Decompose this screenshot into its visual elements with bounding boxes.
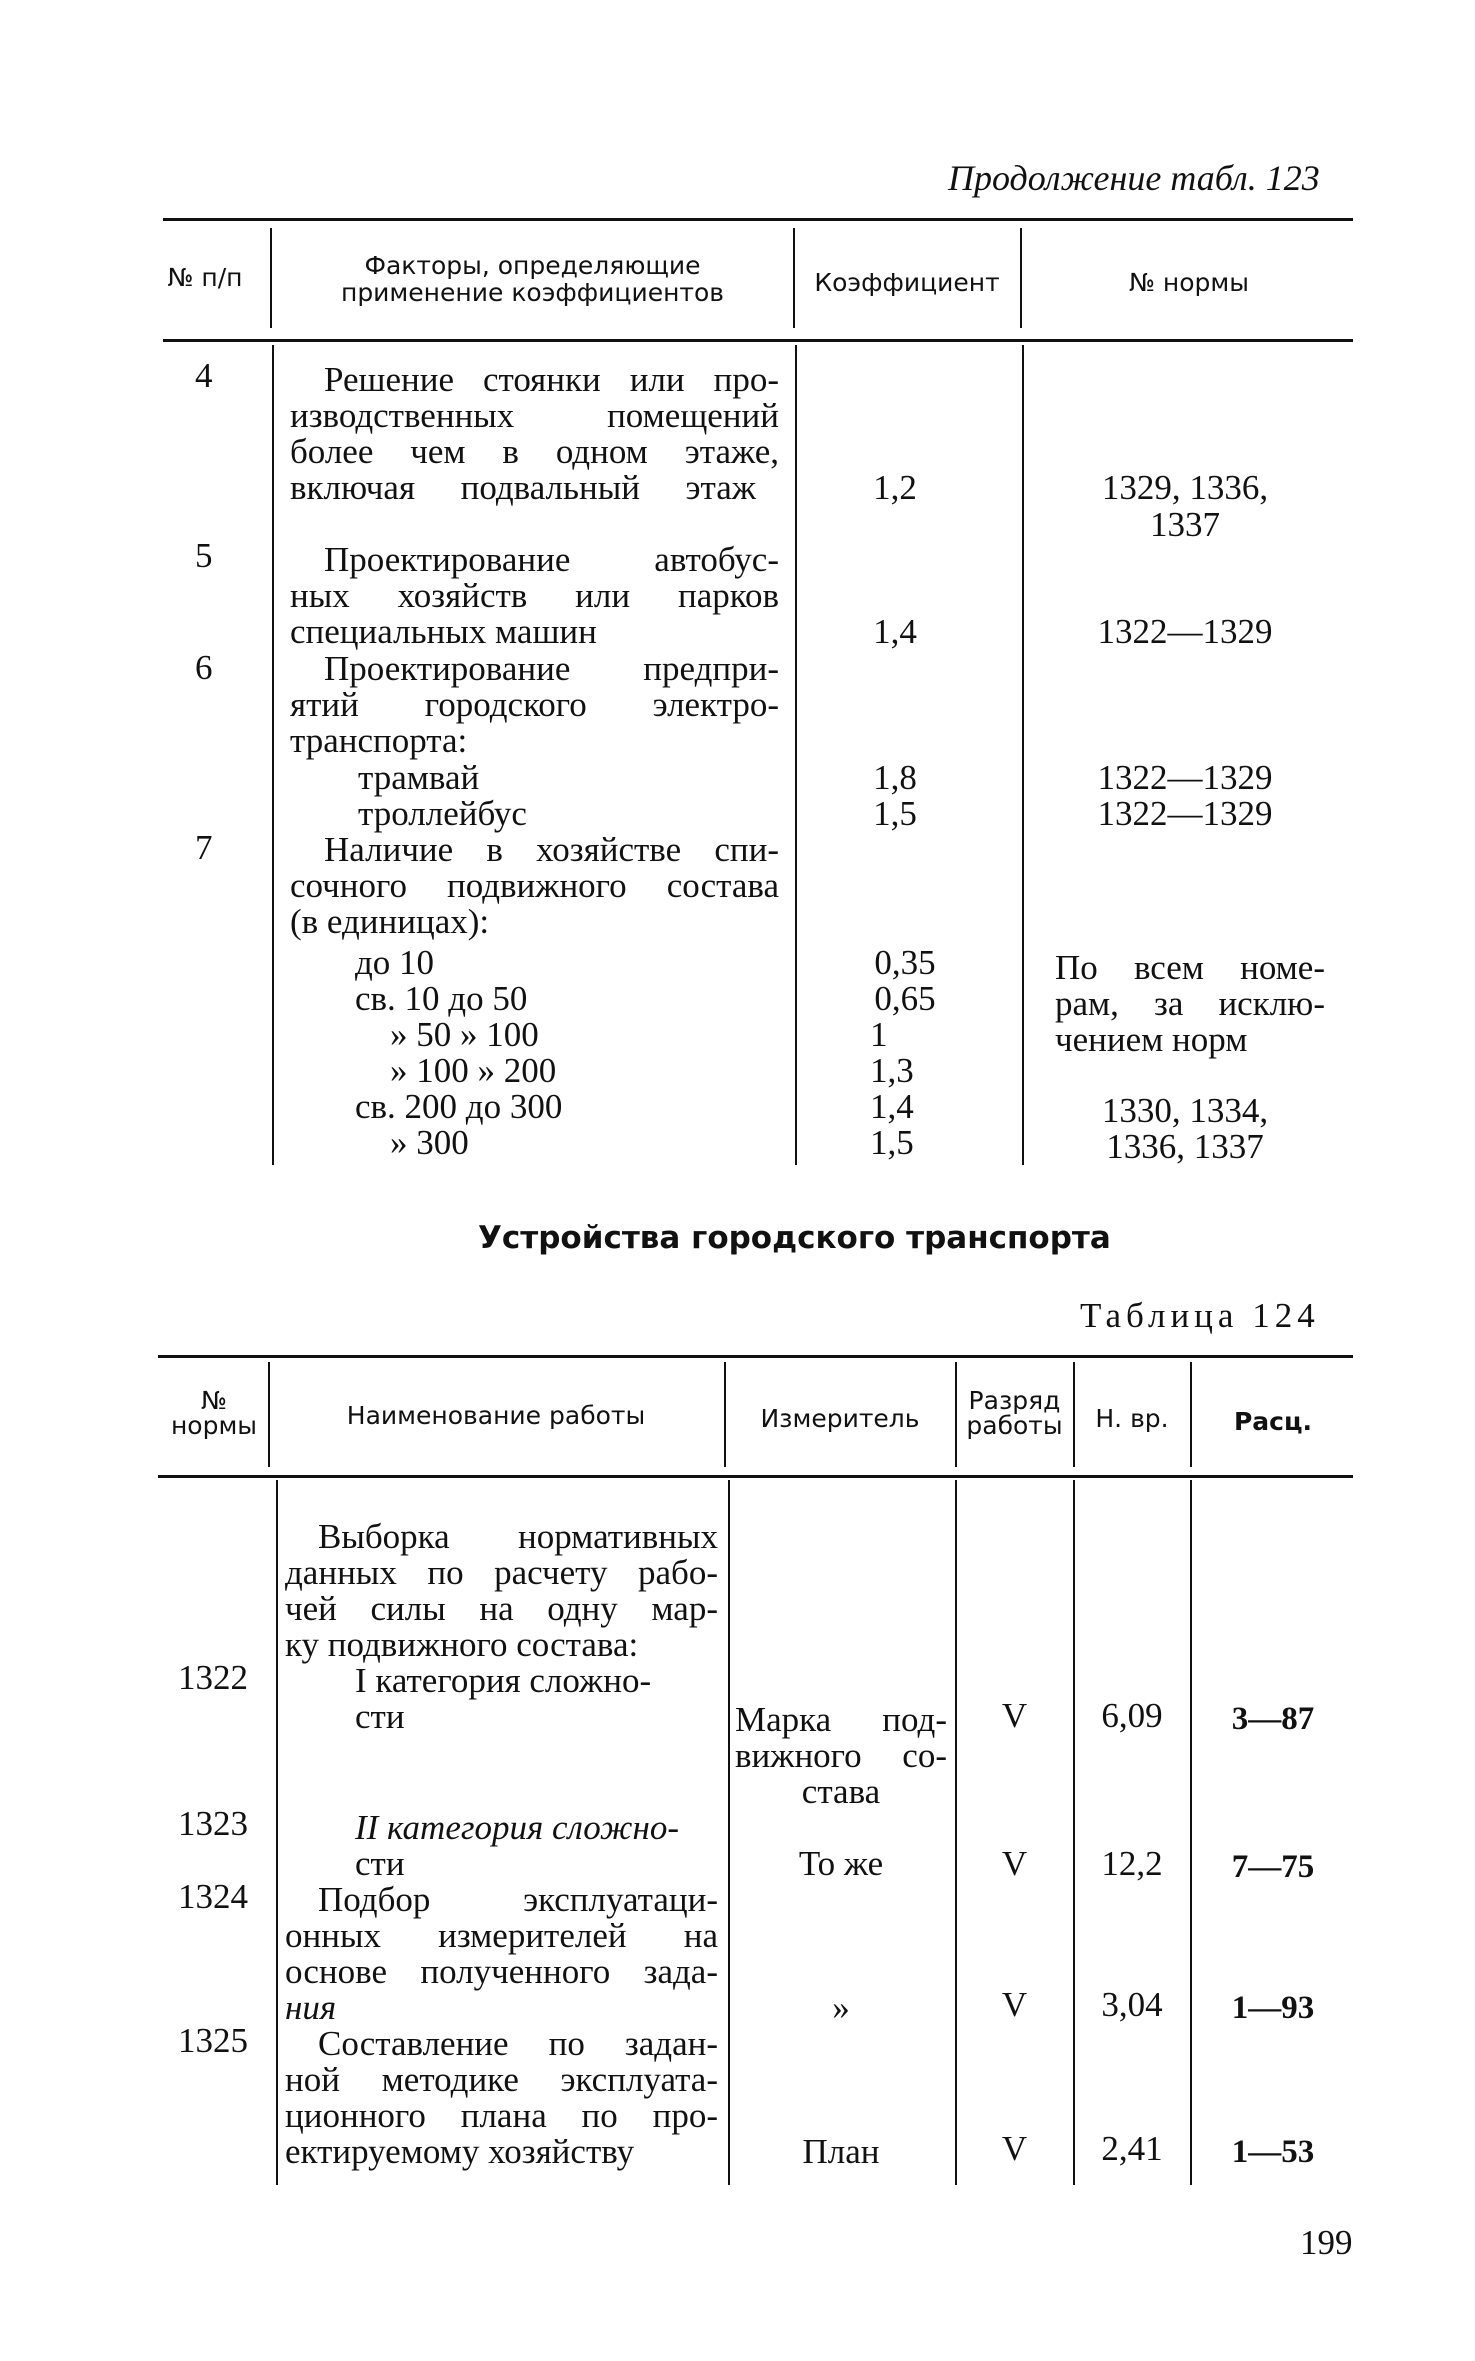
grade-value: V xyxy=(1001,1844,1028,1883)
factor-line: транспорта: xyxy=(290,721,468,760)
coef-value: 0,65 xyxy=(874,979,936,1018)
factor-line: сочного подвижного состава xyxy=(290,866,779,905)
norm-value: 1322—1329 xyxy=(1097,794,1273,833)
factor-line: (в единицах): xyxy=(290,902,490,941)
rate-value: 1—93 xyxy=(1231,1990,1315,2026)
intro-line: Выборка нормативных xyxy=(318,1517,718,1556)
coef-value: 1,4 xyxy=(870,1087,914,1126)
row-num: 5 xyxy=(195,536,213,575)
time-value: 2,41 xyxy=(1101,2129,1163,2168)
intro-line: ку подвижного состава: xyxy=(285,1625,639,1664)
norm-number: 1324 xyxy=(178,1877,248,1916)
header-rate: Расц. xyxy=(1233,1407,1313,1436)
header-num: № п/п xyxy=(167,263,243,292)
header-grade-2: работы xyxy=(966,1411,1063,1440)
intro-line: данных по расчету рабо- xyxy=(285,1553,718,1592)
header-coef: Коэффициент xyxy=(814,268,1000,297)
norm-note: чением норм xyxy=(1055,1020,1248,1059)
grade-value: V xyxy=(1001,1696,1028,1735)
coef-value: 1,4 xyxy=(873,612,917,651)
norm-number: 1325 xyxy=(178,2021,248,2060)
sub-label: » 100 » 200 xyxy=(390,1051,557,1090)
coef-value: 1,5 xyxy=(873,794,917,833)
work-name-line: ционного плана по про- xyxy=(285,2096,718,2135)
time-value: 6,09 xyxy=(1101,1696,1163,1735)
work-name-line: Подбор эксплуатаци- xyxy=(318,1880,718,1919)
rate-value: 1—53 xyxy=(1231,2134,1315,2170)
section-title: Устройства городского транспорта xyxy=(478,1220,1111,1256)
norm-value: 1337 xyxy=(1150,505,1220,544)
norm-value: 1336, 1337 xyxy=(1106,1127,1264,1166)
work-name-line: сти xyxy=(355,1697,405,1736)
norm-note: рам, за исклю- xyxy=(1055,984,1325,1023)
work-name-line: II категория сложно- xyxy=(355,1808,679,1847)
factor-line: Решение стоянки или про- xyxy=(324,360,779,399)
grade-value: V xyxy=(1001,2129,1028,2168)
factor-line: Проектирование предпри- xyxy=(324,649,779,688)
table-124-caption: Таблица 124 xyxy=(1080,1296,1320,1335)
unit-line: План xyxy=(802,2132,880,2171)
sub-label: до 10 xyxy=(355,943,435,982)
row-num: 7 xyxy=(195,828,213,867)
unit-line: » xyxy=(832,1988,850,2027)
work-name-line: ектируемому хозяйству xyxy=(285,2132,635,2171)
rate-value: 7—75 xyxy=(1231,1849,1315,1885)
coef-value: 1,3 xyxy=(870,1051,914,1090)
norm-number: 1323 xyxy=(178,1804,248,1843)
factor-line: Наличие в хозяйстве спи- xyxy=(324,830,779,869)
work-name-line: ной методике эксплуата- xyxy=(285,2060,718,2099)
header-grade-1: Разряд xyxy=(968,1386,1061,1415)
sub-label: трамвай xyxy=(358,758,480,797)
header-norm-2: нормы xyxy=(170,1411,258,1440)
grade-value: V xyxy=(1001,1985,1028,2024)
factor-line: ных хозяйств или парков xyxy=(290,576,779,615)
header-norm-1: № xyxy=(200,1386,227,1415)
intro-line: чей силы на одну мар- xyxy=(285,1589,718,1628)
continuation-caption: Продолжение табл. 123 xyxy=(948,158,1320,198)
unit-line: става xyxy=(801,1772,881,1811)
norm-value: 1330, 1334, xyxy=(1101,1091,1269,1130)
rate-value: 3—87 xyxy=(1231,1701,1315,1737)
unit-line: Марка под- xyxy=(735,1700,947,1739)
factor-line: ятий городского электро- xyxy=(290,685,779,724)
norm-number: 1322 xyxy=(178,1658,248,1697)
coef-value: 1 xyxy=(870,1015,888,1054)
work-name-line: Составление по задан- xyxy=(318,2024,718,2063)
work-name-line: основе полученного зада- xyxy=(285,1952,718,1991)
sub-label: троллейбус xyxy=(358,794,527,833)
sub-label: » 300 xyxy=(390,1123,469,1162)
unit-line: вижного со- xyxy=(735,1736,947,1775)
factor-line: Проектирование автобус- xyxy=(324,540,779,579)
row-num: 4 xyxy=(195,356,213,395)
sub-label: » 50 » 100 xyxy=(390,1015,539,1054)
factor-line: изводственных помещений xyxy=(290,396,779,435)
unit-line: То же xyxy=(798,1844,884,1883)
header-norm: № нормы xyxy=(1128,268,1250,297)
header-unit: Измеритель xyxy=(760,1404,920,1433)
norm-value: 1322—1329 xyxy=(1097,758,1273,797)
header-factors-2: применение коэффициентов xyxy=(340,278,725,307)
coef-value: 1,5 xyxy=(870,1123,914,1162)
work-name-line: сти xyxy=(355,1844,405,1883)
work-name-line: онных измерителей на xyxy=(285,1916,718,1955)
page-number: 199 xyxy=(1300,2223,1353,2262)
header-time: Н. вр. xyxy=(1095,1404,1169,1433)
time-value: 3,04 xyxy=(1101,1985,1163,2024)
norm-value: 1329, 1336, xyxy=(1101,468,1269,507)
coef-value: 1,2 xyxy=(873,468,917,507)
factor-line: включая подвальный этаж xyxy=(290,468,756,507)
work-name-line: I категория сложно- xyxy=(355,1661,652,1700)
header-factors-1: Факторы, определяющие xyxy=(364,251,701,280)
factor-line: более чем в одном этаже, xyxy=(290,432,779,471)
time-value: 12,2 xyxy=(1101,1844,1163,1883)
work-name-line: ния xyxy=(285,1988,337,2027)
sub-label: св. 10 до 50 xyxy=(355,979,528,1018)
header-name: Наименование работы xyxy=(346,1401,646,1430)
row-num: 6 xyxy=(195,648,213,687)
sub-label: св. 200 до 300 xyxy=(355,1087,563,1126)
coef-value: 1,8 xyxy=(873,758,917,797)
norm-note: По всем номе- xyxy=(1055,948,1325,987)
coef-value: 0,35 xyxy=(874,943,936,982)
factor-line: специальных машин xyxy=(290,612,597,651)
norm-value: 1322—1329 xyxy=(1097,612,1273,651)
